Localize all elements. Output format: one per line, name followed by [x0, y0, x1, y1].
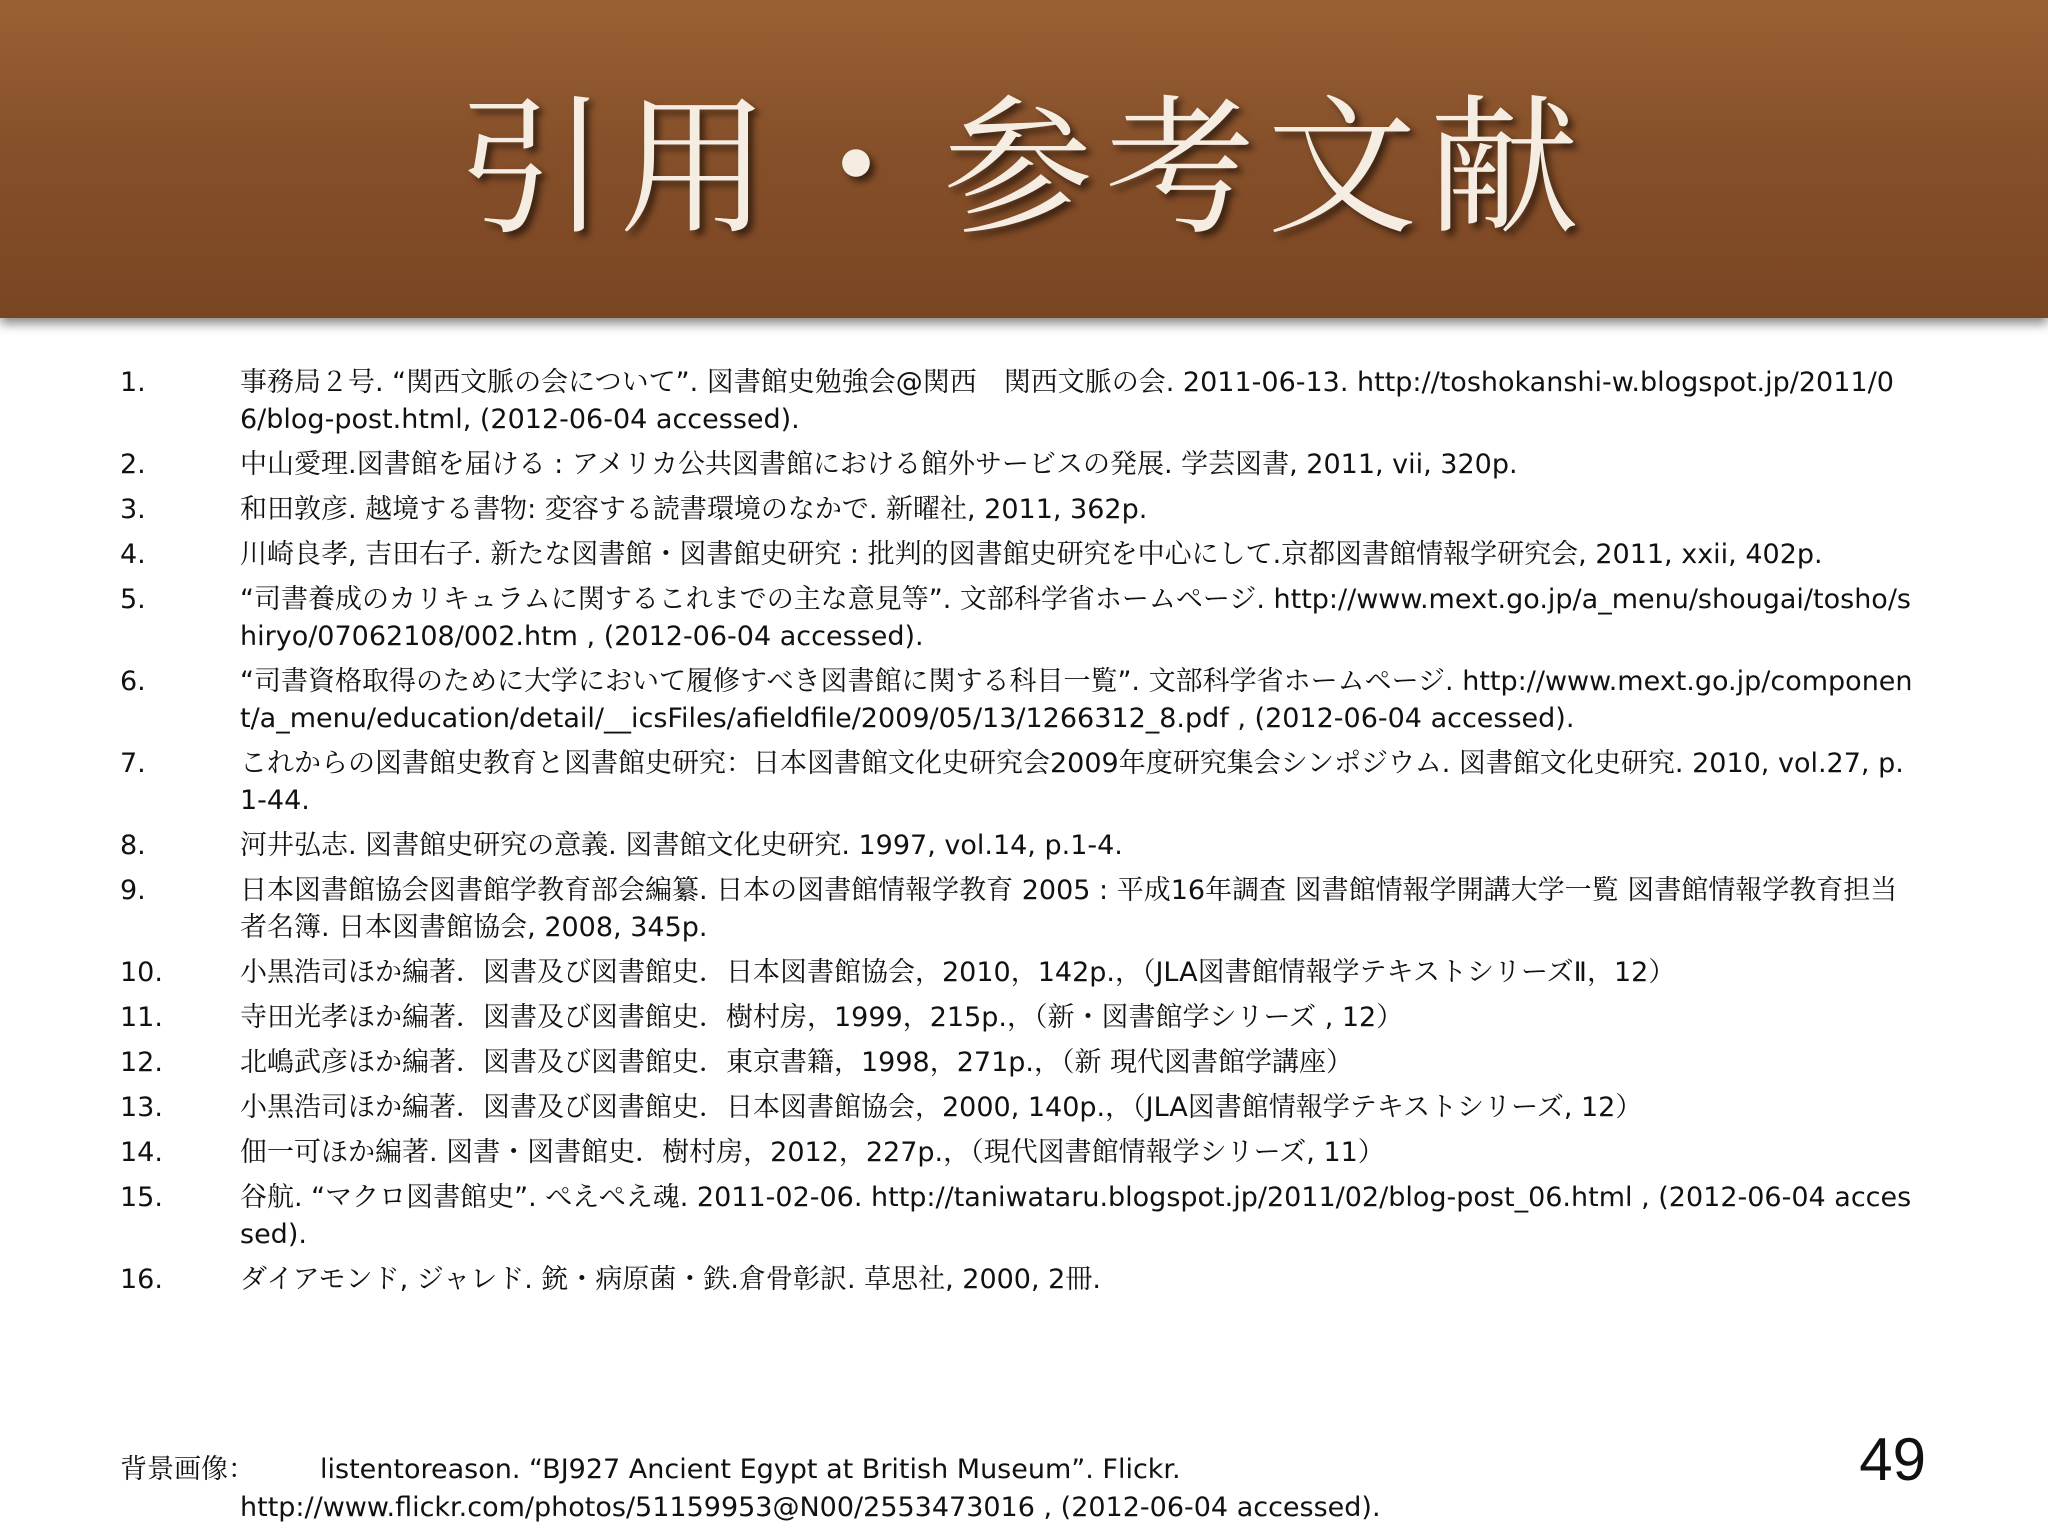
- reference-text: 日本図書館協会図書館学教育部会編纂. 日本の図書館情報学教育 2005 : 平成16年調査 図書館情報学開講大学一覧 図書館情報学教育担当者名簿. 日本図書館協会, 2008, 345p.: [240, 875, 1898, 943]
- reference-item: [120, 999, 1920, 1036]
- reference-number: 10.: [120, 957, 163, 988]
- reference-text: 北嶋武彦ほか編著．図書及び図書館史．東京書籍，1998，271p.，（新 現代図書館学講座）: [240, 1047, 1354, 1078]
- background-credit-url: http://www.flickr.com/photos/51159953@N00/2553473016 , (2012-06-04 accessed).: [240, 1492, 1381, 1523]
- reference-number: 5.: [120, 584, 146, 615]
- reference-text: これからの図書館史教育と図書館史研究：日本図書館文化史研究会2009年度研究集会シンポジウム. 図書館文化史研究. 2010, vol.27, p.1-44.: [240, 748, 1904, 816]
- reference-number: 6.: [120, 666, 146, 697]
- reference-number: 12.: [120, 1047, 163, 1078]
- reference-text: 佃一可ほか編著. 図書・図書館史．樹村房，2012，227p.，（現代図書館情報学シリーズ, 11）: [240, 1137, 1385, 1168]
- reference-item: [120, 872, 1920, 946]
- reference-number: 7.: [120, 748, 146, 779]
- reference-number: 16.: [120, 1264, 163, 1295]
- reference-item: [120, 954, 1920, 991]
- reference-item: [120, 581, 1920, 655]
- reference-text: 事務局２号. “関西文脈の会について”. 図書館史勉強会@関西 関西文脈の会. 2011-06-13. http://toshokanshi-w.blogspot.jp/2011/06/blog-post.html, (2012-06-04 accessed).: [240, 367, 1894, 435]
- reference-number: 8.: [120, 830, 146, 861]
- reference-number: 1.: [120, 367, 146, 398]
- reference-text: 和田敦彦. 越境する書物: 変容する読書環境のなかで. 新曜社, 2011, 362p.: [240, 494, 1148, 525]
- background-credit: [120, 1451, 1420, 1488]
- reference-list: [120, 364, 1920, 1306]
- reference-text: “司書資格取得のために大学において履修すべき図書館に関する科目一覧”. 文部科学省ホームページ. http://www.mext.go.jp/component/a_menu/education/detail/__icsFiles/afieldfile/2009/05/13/1266312_8.pdf , (2012-06-04 accessed).: [240, 666, 1913, 734]
- reference-item: [120, 1089, 1920, 1126]
- reference-text: ダイアモンド, ジャレド. 銃・病原菌・鉄.倉骨彰訳. 草思社, 2000, 2冊.: [240, 1264, 1101, 1295]
- reference-number: 15.: [120, 1182, 163, 1213]
- title-banner: [0, 0, 2048, 318]
- page-number: 49: [1859, 1426, 1926, 1493]
- reference-number: 2.: [120, 449, 146, 480]
- reference-text: 寺田光孝ほか編著．図書及び図書館史．樹村房，1999，215p.，（新・図書館学シリーズ , 12）: [240, 1002, 1404, 1033]
- reference-item: [120, 1179, 1920, 1253]
- reference-item: [120, 364, 1920, 438]
- reference-item: [120, 1044, 1920, 1081]
- reference-text: “司書養成のカリキュラムに関するこれまでの主な意見等”. 文部科学省ホームページ. http://www.mext.go.jp/a_menu/shougai/tosho/shiryo/07062108/002.htm , (2012-06-04 accessed).: [240, 584, 1911, 652]
- reference-item: [120, 827, 1920, 864]
- reference-text: 中山愛理.図書館を届ける : アメリカ公共図書館における館外サービスの発展. 学芸図書, 2011, vii, 320p.: [240, 449, 1518, 480]
- reference-text: 谷航. “マクロ図書館史”. ぺえぺえ魂. 2011-02-06. http://taniwataru.blogspot.jp/2011/02/blog-post_06.html , (2012-06-04 accessed).: [240, 1182, 1912, 1250]
- reference-number: 4.: [120, 539, 146, 570]
- reference-item: [120, 446, 1920, 483]
- reference-item: [120, 536, 1920, 573]
- reference-item: [120, 1134, 1920, 1171]
- reference-item: [120, 491, 1920, 528]
- reference-number: 13.: [120, 1092, 163, 1123]
- reference-item: [120, 1261, 1920, 1298]
- reference-item: [120, 663, 1920, 737]
- background-credit-text: listentoreason. “BJ927 Ancient Egypt at British Museum”. Flickr.: [320, 1454, 1181, 1485]
- reference-number: 9.: [120, 875, 146, 906]
- reference-text: 川崎良孝, 吉田右子. 新たな図書館・図書館史研究 : 批判的図書館史研究を中心にして.京都図書館情報学研究会, 2011, xxii, 402p.: [240, 539, 1823, 570]
- reference-number: 3.: [120, 494, 146, 525]
- reference-item: [120, 745, 1920, 819]
- reference-text: 小黒浩司ほか編著．図書及び図書館史．日本図書館協会，2000, 140p.，（JLA図書館情報学テキストシリーズ, 12）: [240, 1092, 1643, 1123]
- slide-title: 引用・参考文献: [456, 82, 1591, 256]
- reference-number: 14.: [120, 1137, 163, 1168]
- reference-number: 11.: [120, 1002, 163, 1033]
- background-credit-label: 背景画像：: [120, 1454, 255, 1485]
- reference-text: 小黒浩司ほか編著．図書及び図書館史．日本図書館協会，2010，142p.，（JLA図書館情報学テキストシリーズⅡ，12）: [240, 957, 1676, 988]
- reference-text: 河井弘志. 図書館史研究の意義. 図書館文化史研究. 1997, vol.14, p.1-4.: [240, 830, 1123, 861]
